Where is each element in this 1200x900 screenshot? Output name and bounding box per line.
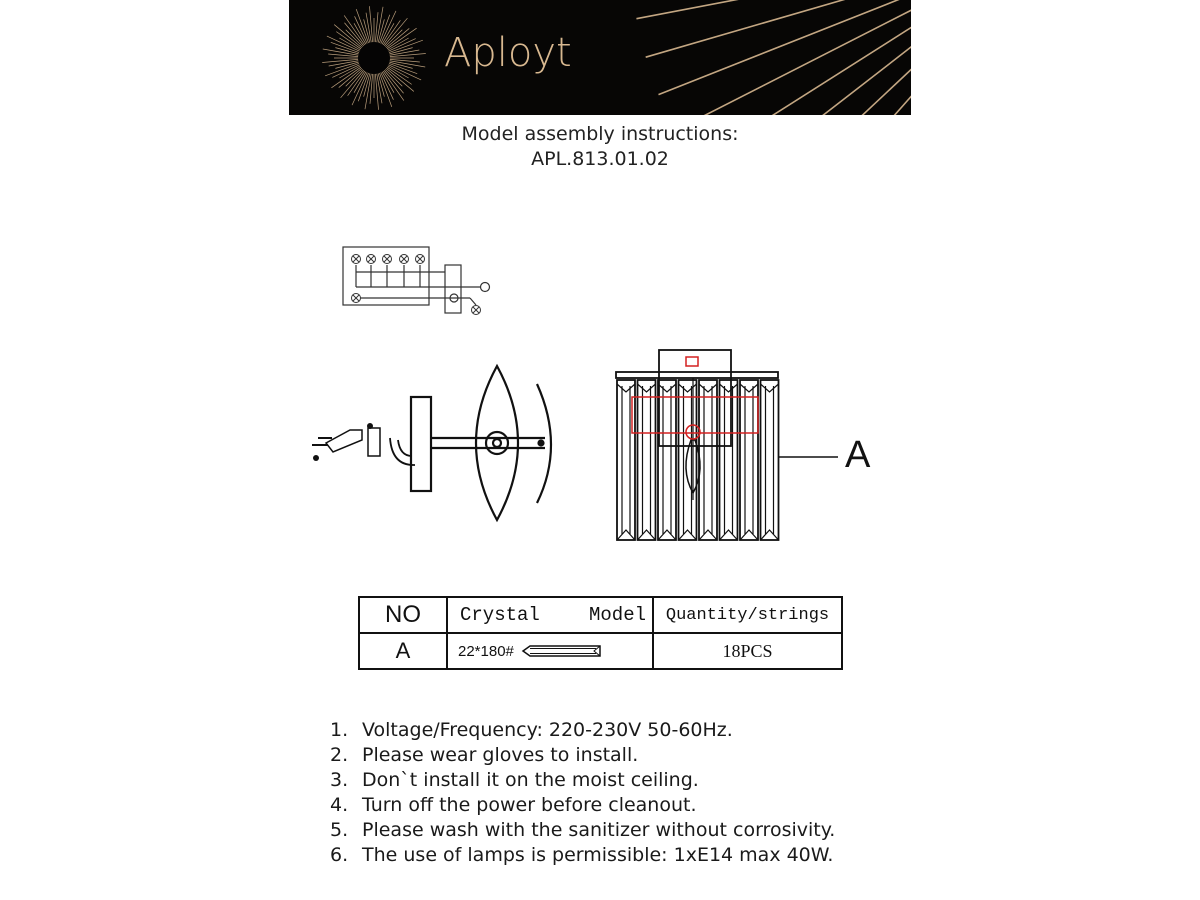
header-model: Model: [588, 604, 646, 626]
note-item: 1. Voltage/Frequency: 220-230V 50-60Hz.: [330, 719, 733, 741]
note-item: 6. The use of lamps is permissible: 1xE14 max 40W.: [330, 844, 834, 866]
table-header-row: [359, 597, 842, 633]
instruction-notes: [330, 718, 835, 868]
note-item: 3. Don`t install it on the moist ceiling.: [330, 769, 699, 791]
crystal-prism: [638, 380, 656, 540]
bulb-symbol-icon: [352, 294, 361, 303]
bulb-symbol-icon: [400, 255, 409, 264]
crystal-prism: [740, 380, 758, 540]
note-item: 4. Turn off the power before cleanout.: [330, 794, 697, 816]
crystal-prism: [679, 380, 697, 540]
document-title: Model assembly instructions:: [461, 123, 739, 145]
header-crystal-model: [447, 597, 653, 633]
row-crystal-model: [447, 633, 653, 669]
bulb-symbol-icon: [383, 255, 392, 264]
front-view-drawing: [616, 350, 838, 540]
note-item: 2. Please wear gloves to install.: [330, 744, 639, 766]
row-quantity: 18PCS: [653, 633, 842, 669]
model-number: APL.813.01.02: [531, 148, 669, 170]
part-label-a: A: [845, 434, 871, 476]
crystal-prism: [658, 380, 676, 540]
brand-name: Aployt: [444, 30, 572, 76]
header-no: NO: [359, 597, 447, 633]
header-quantity: Quantity/strings: [653, 597, 842, 633]
crystal-prism: [699, 380, 717, 540]
crystal-prism: [761, 380, 779, 540]
side-view-drawing: [312, 366, 551, 520]
note-item: 5. Please wash with the sanitizer without corrosivity.: [330, 819, 836, 841]
row-no: A: [359, 633, 447, 669]
bulb-symbol-icon: [352, 255, 361, 264]
crystal-prism-icon: [520, 644, 604, 658]
bulb-symbol-icon: [367, 255, 376, 264]
crystal-spec-table: [358, 596, 843, 670]
bulb-symbol-icon: [416, 255, 425, 264]
header-crystal: Crystal: [460, 604, 540, 626]
crystal-model-code: 22*180#: [458, 642, 514, 660]
bulb-symbol-icon: [472, 306, 481, 315]
crystal-prism: [720, 380, 738, 540]
table-row: [359, 633, 842, 669]
